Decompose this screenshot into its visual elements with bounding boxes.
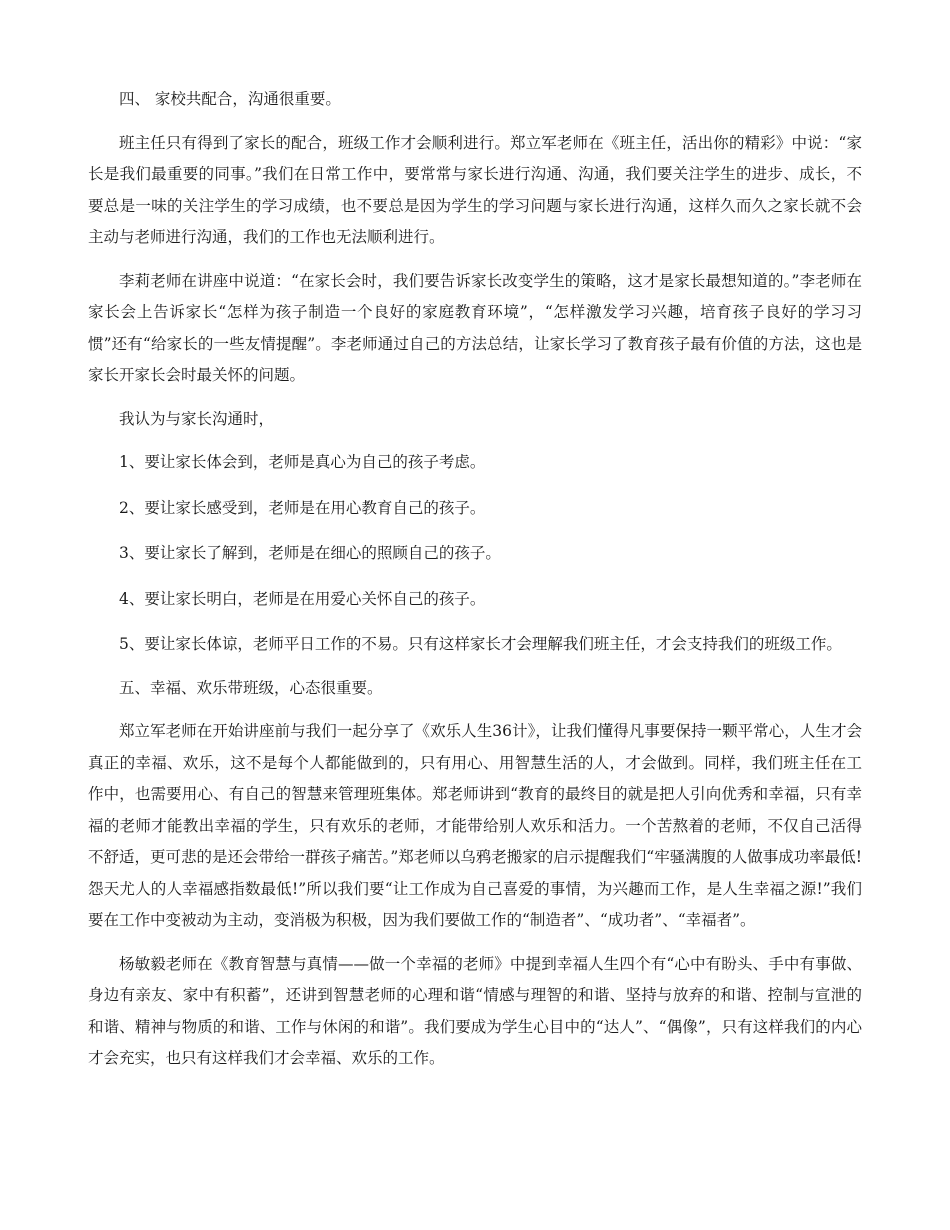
paragraph: 李莉老师在讲座中说道：“在家长会时，我们要告诉家长改变学生的策略，这才是家长最想知道的。”李老师在家长会上告诉家长“怎样为孩子制造一个良好的家庭教育环境”，“怎样激发学习兴趣，培育孩子良好的学习习惯”还有“给家长的一些友情提醒”。李老师通过自己的方法总结，让家长学习了教育孩子最有价值的方法，这也是家长开家长会时最关怀的问题。 bbox=[88, 271, 862, 384]
paragraph: 班主任只有得到了家长的配合，班级工作才会顺利进行。郑立军老师在《班主任，活出你的精彩》中说：“家长是我们最重要的同事。”我们在日常工作中，要常常与家长进行沟通、沟通，我们要关注学生的进步、成长，不要总是一味的关注学生的学习成绩，也不要总是因为学生的学习问题与家长进行沟通，这样久而久之家长就不会主动与老师进行沟通，我们的工作也无法顺利进行。 bbox=[88, 133, 862, 246]
list-item: 3、要让家长了解到，老师是在细心的照顾自己的孩子。 bbox=[119, 544, 501, 562]
list-item: 5、要让家长体谅，老师平日工作的不易。只有这样家长才会理解我们班主任，才会支持我们的班级工作。 bbox=[119, 635, 842, 653]
document-page bbox=[88, 84, 862, 1087]
paragraph: 杨敏毅老师在《教育智慧与真情——做一个幸福的老师》中提到幸福人生四个有“心中有盼头、手中有事做、身边有亲友、家中有积蓄”，还讲到智慧老师的心理和谐“情感与理智的和谐、坚持与放弃的和谐、控制与宣泄的和谐、精神与物质的和谐、工作与休闲的和谐”。我们要成为学生心目中的“达人”、“偶像”，只有这样我们的内心才会充实，也只有这样我们才会幸福、欢乐的工作。 bbox=[88, 954, 862, 1067]
list-item: 2、要让家长感受到，老师是在用心教育自己的孩子。 bbox=[119, 498, 486, 517]
list-item: 1、要让家长体会到，老师是真心为自己的孩子考虑。 bbox=[119, 453, 486, 471]
paragraph: 我认为与家长沟通时， bbox=[119, 409, 275, 428]
section-heading-4: 四、 家校共配合，沟通很重要。 bbox=[119, 90, 341, 108]
paragraph: 郑立军老师在开始讲座前与我们一起分享了《欢乐人生36计》，让我们懂得凡事要保持一颗平常心，人生才会真正的幸福、欢乐，这不是每个人都能做到的，只有用心、用智慧生活的人，才会做到。同样，我们班主任在工作中，也需要用心、有自己的智慧来管理班集体。郑老师讲到“教育的最终目的就是把人引向优秀和幸福，只有幸福的老师才能教出幸福的学生，只有欢乐的老师，才能带给别人欢乐和活力。一个苦熬着的老师，不仅自己活得不舒适，更可悲的是还会带给一群孩子痛苦。”郑老师以乌鸦老搬家的启示提醒我们“牢骚满腹的人做事成功率最低!怨天尤人的人幸福感指数最低!”所以我们要“让工作成为自己喜爱的事情，为兴趣而工作，是人生幸福之源!”我们要在工作中变被动为主动，变消极为积极，因为我们要做工作的“制造者”、“成功者”、“幸福者”。 bbox=[88, 722, 862, 929]
section-heading-5: 五、幸福、欢乐带班级，心态很重要。 bbox=[119, 678, 383, 697]
list-item: 4、要让家长明白，老师是在用爱心关怀自己的孩子。 bbox=[119, 589, 486, 608]
